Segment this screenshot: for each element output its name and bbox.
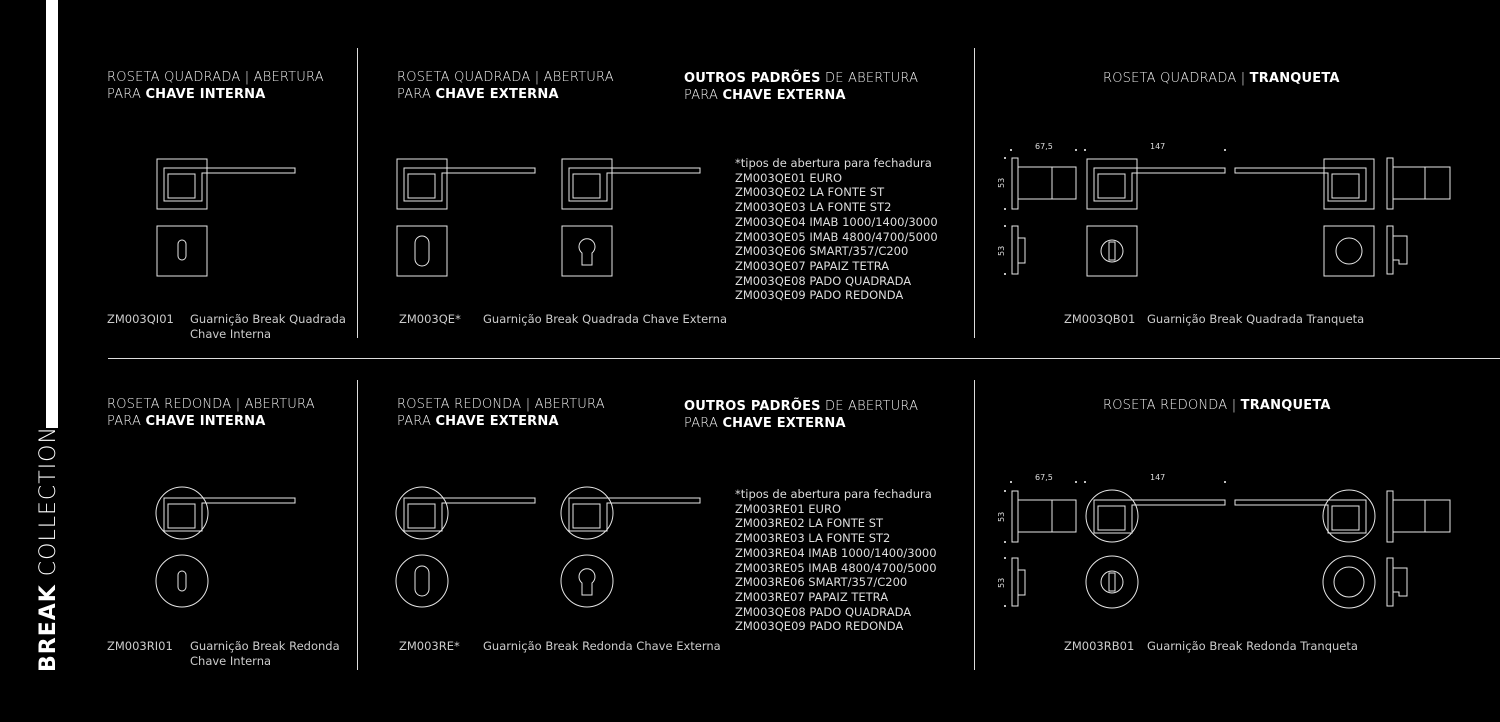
heading-round-tranqueta: ROSETA REDONDA | TRANQUETA bbox=[1103, 398, 1331, 413]
heading-square-internal: ROSETA QUADRADA | ABERTURA PARA CHAVE INTERNA bbox=[107, 70, 324, 102]
accent-bar bbox=[46, 0, 58, 428]
svg-text:53: 53 bbox=[997, 177, 1006, 188]
divider-v bbox=[974, 48, 975, 338]
product-description: Guarnição Break Quadrada Tranqueta bbox=[1147, 312, 1365, 326]
divider-v bbox=[357, 48, 358, 338]
product-description: Guarnição Break Redonda Tranqueta bbox=[1147, 639, 1358, 653]
svg-text:53: 53 bbox=[997, 577, 1006, 588]
heading-round-external: ROSETA REDONDA | ABERTURA PARA CHAVE EXTERNA bbox=[397, 397, 605, 429]
round-external-drawing-2 bbox=[555, 482, 715, 612]
divider-v bbox=[974, 380, 975, 670]
square-external-drawing-1 bbox=[390, 150, 550, 280]
heading-square-external: ROSETA QUADRADA | ABERTURA PARA CHAVE EXTERNA bbox=[397, 70, 614, 102]
divider-h bbox=[108, 358, 1500, 359]
product-code: ZM003QB01 bbox=[1064, 312, 1136, 326]
product-code: ZM003QI01 bbox=[107, 312, 174, 326]
product-code: ZM003RB01 bbox=[1064, 639, 1135, 653]
heading-other-patterns: OUTROS PADRÕES DE ABERTURA PARA CHAVE EXTERNA bbox=[684, 71, 919, 103]
product-code: ZM003RI01 bbox=[107, 639, 173, 653]
svg-text:67,5: 67,5 bbox=[1035, 473, 1053, 482]
svg-text:147: 147 bbox=[1150, 142, 1166, 151]
product-description: Guarnição Break Redonda Chave Interna bbox=[190, 639, 340, 668]
heading-other-patterns: OUTROS PADRÕES DE ABERTURA PARA CHAVE EXTERNA bbox=[684, 399, 919, 431]
heading-round-internal: ROSETA REDONDA | ABERTURA PARA CHAVE INTERNA bbox=[107, 397, 315, 429]
round-external-drawing-1 bbox=[390, 482, 550, 612]
square-tranqueta-drawing bbox=[995, 138, 1465, 288]
product-code: ZM003QE* bbox=[399, 312, 461, 326]
round-internal-drawing bbox=[150, 482, 310, 612]
svg-text:53: 53 bbox=[997, 245, 1006, 256]
square-internal-drawing bbox=[150, 150, 310, 280]
product-description: Guarnição Break Quadrada Chave Interna bbox=[190, 312, 346, 341]
product-description: Guarnição Break Redonda Chave Externa bbox=[483, 639, 721, 653]
svg-text:53: 53 bbox=[997, 511, 1006, 522]
heading-square-tranqueta: ROSETA QUADRADA | TRANQUETA bbox=[1103, 71, 1340, 86]
collection-title: BREAK COLLECTION bbox=[36, 426, 61, 672]
square-external-drawing-2 bbox=[555, 150, 715, 280]
divider-v bbox=[357, 380, 358, 670]
product-code: ZM003RE* bbox=[399, 639, 460, 653]
svg-text:147: 147 bbox=[1150, 473, 1166, 482]
svg-text:67,5: 67,5 bbox=[1035, 142, 1053, 151]
round-tranqueta-drawing bbox=[995, 470, 1465, 620]
product-description: Guarnição Break Quadrada Chave Externa bbox=[483, 312, 728, 326]
lock-types-list: *tipos de abertura para fechadura ZM003QE01 EURO ZM003QE02 LA FONTE ST ZM003QE03 LA FONTE ST2 ZM003QE04 IMAB 1000/1400/3000 ZM003QE05 IMAB 4800/4700/5000 ZM003QE06 SMART/357/C200 ZM003QE07 PAPAIZ TETRA ZM003QE08 PADO QUADRADA ZM003QE09 PADO REDONDA bbox=[735, 156, 938, 303]
lock-types-list: *tipos de abertura para fechadura ZM003RE01 EURO ZM003RE02 LA FONTE ST ZM003RE03 LA FONTE ST2 ZM003RE04 IMAB 1000/1400/3000 ZM003RE05 IMAB 4800/4700/5000 ZM003RE06 SMART/357/C200 ZM003RE07 PAPAIZ TETRA ZM003QE08 PADO QUADRADA ZM003QE09 PADO REDONDA bbox=[735, 487, 937, 634]
